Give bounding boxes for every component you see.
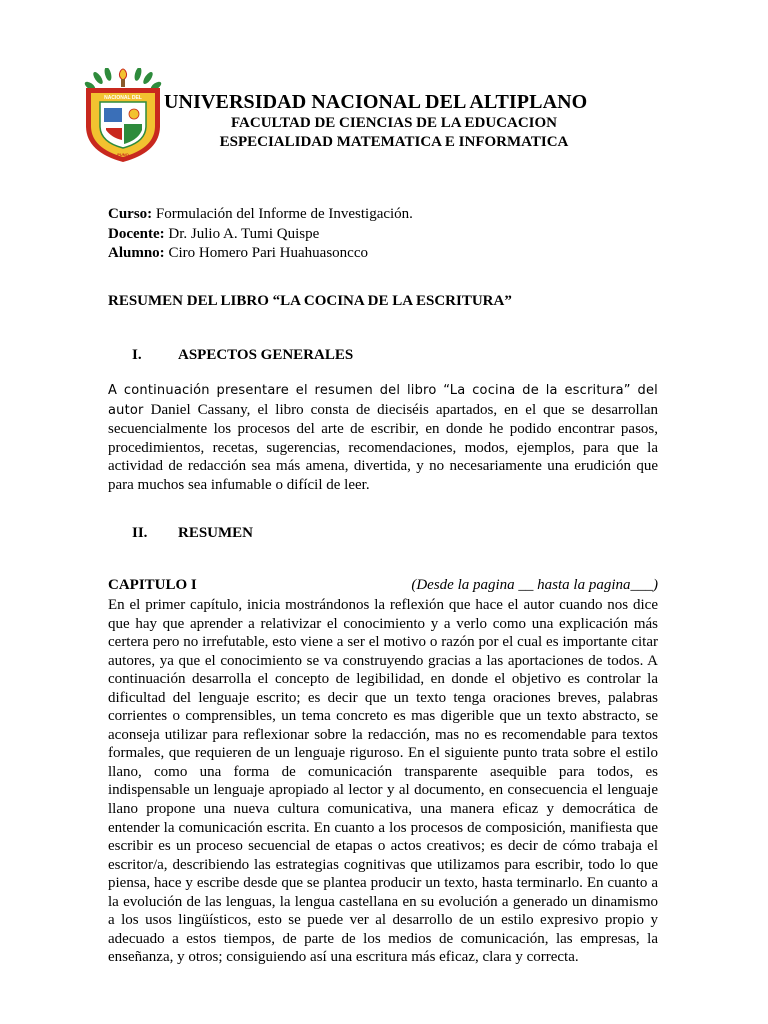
teacher-label: Docente: (108, 225, 165, 242)
chapter-label: CAPITULO I (108, 577, 197, 593)
crest-text-top: NACIONAL DEL (104, 95, 142, 101)
teacher-line (108, 225, 413, 245)
chapter-body: En el primer capítulo, inicia mostrándonos la reflexión que hace el autor cuando nos dice que hay que aprender a relativizar el conocimiento y a verlo como una explicación más certera pero no irrefutable, esto viene a ser el motivo o razón por el cual es importante citar autores, ya que el conocimiento se va construyendo gracias a las aportaciones de todos. A continuación desarrolla el concepto de legibilidad, en donde el objetivo es controlar la dificultad del lenguaje escrito; es decir que un texto tenga oraciones breves, palabras corrientes o comprensibles, un tema concreto es mas digerible que un texto abstracto, se aconseja utilizar para reflexionar sobre la redacción, mas no es recomendable para textos formales, que requieren de un lenguaje riguroso. En el siguiente punto trata sobre el estilo llano, como una forma de comunicación transparente asequible para todos, es indispensable un lenguaje apropiado al lector y al documento, en consecuencia el lenguaje llano propone una nueva cultura comunicativa, una manera eficaz y democrática de entender la comunicación escrita. En cuanto a los procesos de composición, manifiesta que escribir es un proceso secuencial de etapas o actos creativos; es decir de cómo trabaja el escritor/a, describiendo las estrategias cognitivas que utilizamos para escribir, todo lo que piensa, hace y escribe desde que se plantea producir un texto, hasta terminarlo. En cuanto a la evolución de las lenguas, la lengua castellana en su evolución a generado un dinamismo a los usos lingüísticos, esto se puede ver al desarrollo de un estilo expresivo propio y adecuado a estos tiempos, de parte de los medios de comunicación, las empresas, la enseñanza, y otros; consiguiendo así una escritura más eficaz, clara y correcta. (108, 597, 658, 966)
section-number: I. (132, 347, 142, 363)
chapter-page-range: (Desde la pagina __ hasta la pagina___) (411, 577, 658, 593)
section-title: RESUMEN (178, 525, 254, 541)
intro-paragraph (108, 381, 658, 495)
student-line (108, 244, 413, 264)
chapter-heading (108, 577, 658, 594)
specialty-title: ESPECIALIDAD MATEMATICA E INFORMATICA (219, 134, 569, 150)
section-number: II. (132, 525, 148, 541)
student-value: Ciro Homero Pari Huahuasoncco (164, 245, 368, 261)
intro-rest: Daniel Cassany, el libro consta de dieciséis apartados, en el que se desarrollan secuencialmente los procesos del arte de escribir, en donde he podido encontrar pasos, procedimientos, recetas, sugerencias, recomendaciones, modos, ejemplos, para que la actividad de redacción sea más amena, divertida, y no necesariamente una erudición que para muchos sea infumable o difícil de leer. (108, 401, 658, 493)
university-crest-icon (78, 68, 168, 164)
teacher-value: Dr. Julio A. Tumi Quispe (164, 225, 320, 242)
section-heading (108, 525, 253, 542)
student-label: Alumno: (108, 245, 165, 261)
course-label: Curso: (108, 206, 153, 222)
section-title: ASPECTOS GENERALES (178, 347, 354, 363)
course-value: Formulación del Informe de Investigación. (152, 206, 413, 222)
crest-text-bottom: PUNO (117, 152, 129, 157)
intro-first-line: A continuación presentare el resumen del libro “La cocina de la escritura” del autor (108, 383, 658, 418)
course-line (108, 205, 413, 225)
section-heading (108, 347, 353, 364)
course-info (108, 205, 413, 264)
university-title: UNIVERSIDAD NACIONAL DEL ALTIPLANO (164, 91, 588, 113)
book-title: RESUMEN DEL LIBRO “LA COCINA DE LA ESCRITURA” (108, 293, 512, 309)
faculty-title: FACULTAD DE CIENCIAS DE LA EDUCACION (230, 115, 558, 131)
